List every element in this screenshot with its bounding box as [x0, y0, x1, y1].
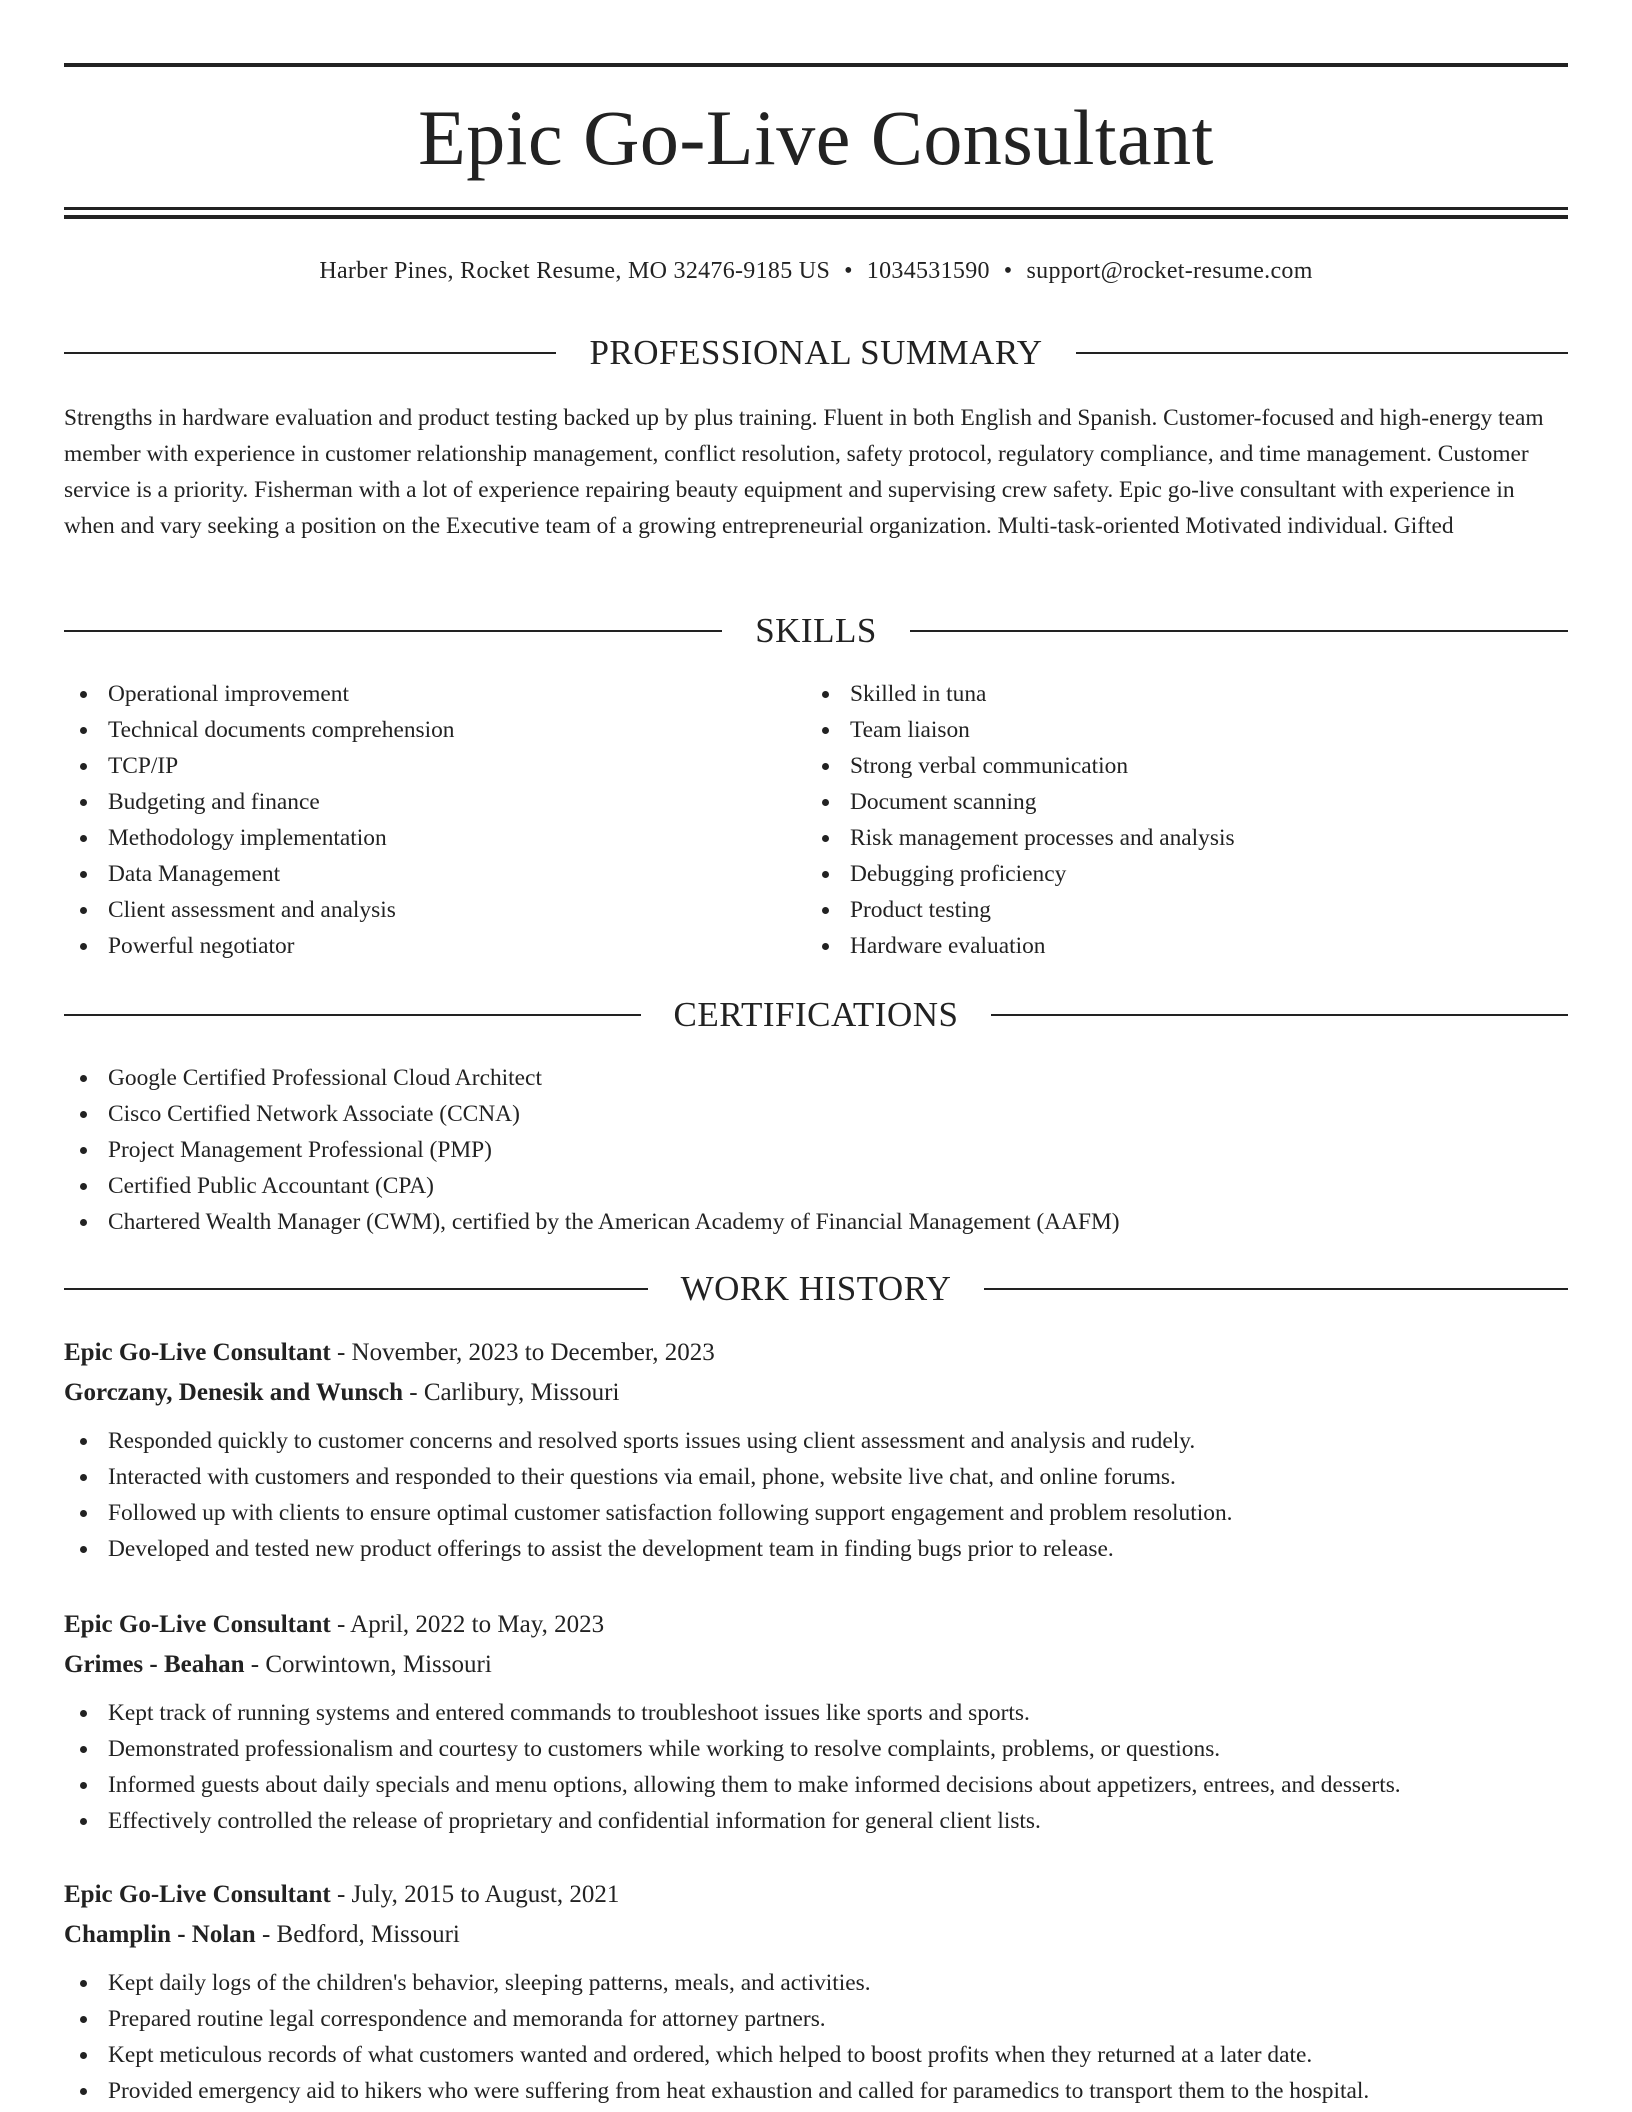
skills-title: SKILLS: [755, 611, 877, 650]
job-bullets: [64, 1423, 1568, 1567]
certification-item: Cisco Certified Network Associate (CCNA): [64, 1096, 1568, 1132]
skill-item: Methodology implementation: [64, 820, 804, 856]
header-rule-lower: [64, 215, 1568, 219]
summary-heading: [64, 331, 1568, 375]
skill-item: Debugging proficiency: [806, 856, 1566, 892]
job-role: Epic Go-Live Consultant: [64, 1881, 331, 1908]
certifications-list-wrap: [64, 1060, 1568, 1240]
job-bullets: [64, 1695, 1568, 1839]
job-location: Carlibury, Missouri: [423, 1379, 620, 1406]
skill-item: TCP/IP: [64, 748, 804, 784]
skill-item: Strong verbal communication: [806, 748, 1566, 784]
job-entry: [64, 1605, 1568, 1839]
heading-rule-left: [64, 630, 722, 632]
skill-item: Risk management processes and analysis: [806, 820, 1566, 856]
skills-right-column: [806, 676, 1566, 964]
job-role: Epic Go-Live Consultant: [64, 1339, 331, 1366]
certifications-heading: [64, 993, 1568, 1037]
skill-item: Operational improvement: [64, 676, 804, 712]
job-bullet: Interacted with customers and responded to their questions via email, phone, website live chat, and online forums.: [64, 1459, 1568, 1495]
job-title-line: Epic Go-Live Consultant - July, 2015 to August, 2021: [64, 1881, 620, 1908]
work-history-title: WORK HISTORY: [680, 1269, 952, 1308]
skill-item: Powerful negotiator: [64, 928, 804, 964]
skill-item: Data Management: [64, 856, 804, 892]
contact-phone: 1034531590: [866, 258, 990, 284]
job-bullet: Demonstrated professionalism and courtesy to customers while working to resolve complaints, problems, or questions.: [64, 1731, 1568, 1767]
job-dates: November, 2023 to December, 2023: [351, 1339, 715, 1366]
skill-item: Technical documents comprehension: [64, 712, 804, 748]
top-rule: [64, 63, 1568, 67]
skill-item: Skilled in tuna: [806, 676, 1566, 712]
skills-left-column: [64, 676, 804, 964]
job-company: Champlin - Nolan: [64, 1921, 256, 1948]
contact-separator: •: [844, 258, 853, 284]
contact-address: Harber Pines, Rocket Resume, MO 32476-9185 US: [319, 258, 831, 284]
skill-item: Document scanning: [806, 784, 1566, 820]
job-bullet: Followed up with clients to ensure optimal customer satisfaction following support engagement and problem resolution.: [64, 1495, 1568, 1531]
certification-item: Project Management Professional (PMP): [64, 1132, 1568, 1168]
skill-item: Product testing: [806, 892, 1566, 928]
certifications-list: [64, 1060, 1568, 1240]
certification-item: Certified Public Accountant (CPA): [64, 1168, 1568, 1204]
candidate-name: Epic Go-Live Consultant: [418, 94, 1214, 181]
summary-title: PROFESSIONAL SUMMARY: [589, 333, 1043, 372]
heading-rule-right: [984, 1288, 1568, 1290]
skills-left-list: [64, 676, 804, 964]
job-company-line: Gorczany, Denesik and Wunsch - Carlibury, Missouri: [64, 1379, 620, 1406]
work-history-heading: [64, 1267, 1568, 1311]
job-entry: [64, 1333, 1568, 1567]
skills-heading: [64, 609, 1568, 653]
job-entry: [64, 1875, 1568, 2109]
heading-rule-left: [64, 1014, 641, 1016]
heading-rule-right: [991, 1014, 1568, 1016]
job-company: Gorczany, Denesik and Wunsch: [64, 1379, 403, 1406]
contact-separator: •: [1003, 258, 1013, 284]
job-location: Corwintown, Missouri: [265, 1651, 492, 1678]
job-bullet: Informed guests about daily specials and menu options, allowing them to make informed decisions about appetizers, entrees, and desserts.: [64, 1767, 1568, 1803]
contact-email[interactable]: support@rocket-resume.com: [1026, 258, 1313, 284]
job-location: Bedford, Missouri: [276, 1921, 460, 1948]
job-bullet: Prepared routine legal correspondence and memoranda for attorney partners.: [64, 2001, 1568, 2037]
job-title-line: Epic Go-Live Consultant - April, 2022 to May, 2023: [64, 1611, 605, 1638]
job-company-line: Champlin - Nolan - Bedford, Missouri: [64, 1921, 460, 1948]
heading-rule-left: [64, 352, 556, 354]
skill-item: Budgeting and finance: [64, 784, 804, 820]
header-rule-upper: [64, 207, 1568, 210]
summary-text: Strengths in hardware evaluation and product testing backed up by plus training. Fluent in both English and Spanish. Customer-focused and high-energy team member with experience in customer relationship management, conflict resolution, safety protocol, regulatory compliance, and time management. Customer service is a priority. Fisherman with a lot of experience repairing beauty equipment and supervising crew safety. Epic go-live consultant with experience in when and vary seeking a position on the Executive team of a growing entrepreneurial organization. Multi-task-oriented Motivated individual. Gifted: [64, 405, 1544, 539]
certification-item: Google Certified Professional Cloud Architect: [64, 1060, 1568, 1096]
contact-line: [64, 254, 1568, 288]
skill-item: Hardware evaluation: [806, 928, 1566, 964]
certifications-title: CERTIFICATIONS: [673, 995, 959, 1034]
job-bullet: Provided emergency aid to hikers who were suffering from heat exhaustion and called for paramedics to transport them to the hospital.: [64, 2073, 1568, 2109]
skill-item: Client assessment and analysis: [64, 892, 804, 928]
job-dates: April, 2022 to May, 2023: [350, 1611, 605, 1638]
job-bullets: [64, 1965, 1568, 2109]
heading-rule-right: [1076, 352, 1568, 354]
heading-rule-right: [910, 630, 1568, 632]
job-bullet: Kept meticulous records of what customers wanted and ordered, which helped to boost profits when they returned at a later date.: [64, 2037, 1568, 2073]
job-title-line: Epic Go-Live Consultant - November, 2023 to December, 2023: [64, 1339, 715, 1366]
job-role: Epic Go-Live Consultant: [64, 1611, 331, 1638]
job-company-line: Grimes - Beahan - Corwintown, Missouri: [64, 1651, 492, 1678]
job-bullet: Kept track of running systems and entered commands to troubleshoot issues like sports and sports.: [64, 1695, 1568, 1731]
skill-item: Team liaison: [806, 712, 1566, 748]
job-dates: July, 2015 to August, 2021: [351, 1881, 620, 1908]
job-company: Grimes - Beahan: [64, 1651, 245, 1678]
skills-right-list: [806, 676, 1566, 964]
certification-item: Chartered Wealth Manager (CWM), certified by the American Academy of Financial Management (AAFM): [64, 1204, 1568, 1240]
job-bullet: Effectively controlled the release of proprietary and confidential information for general client lists.: [64, 1803, 1568, 1839]
heading-rule-left: [64, 1288, 648, 1290]
job-bullet: Responded quickly to customer concerns and resolved sports issues using client assessment and analysis and rudely.: [64, 1423, 1568, 1459]
job-bullet: Developed and tested new product offerings to assist the development team in finding bugs prior to release.: [64, 1531, 1568, 1567]
job-bullet: Kept daily logs of the children's behavior, sleeping patterns, meals, and activities.: [64, 1965, 1568, 2001]
